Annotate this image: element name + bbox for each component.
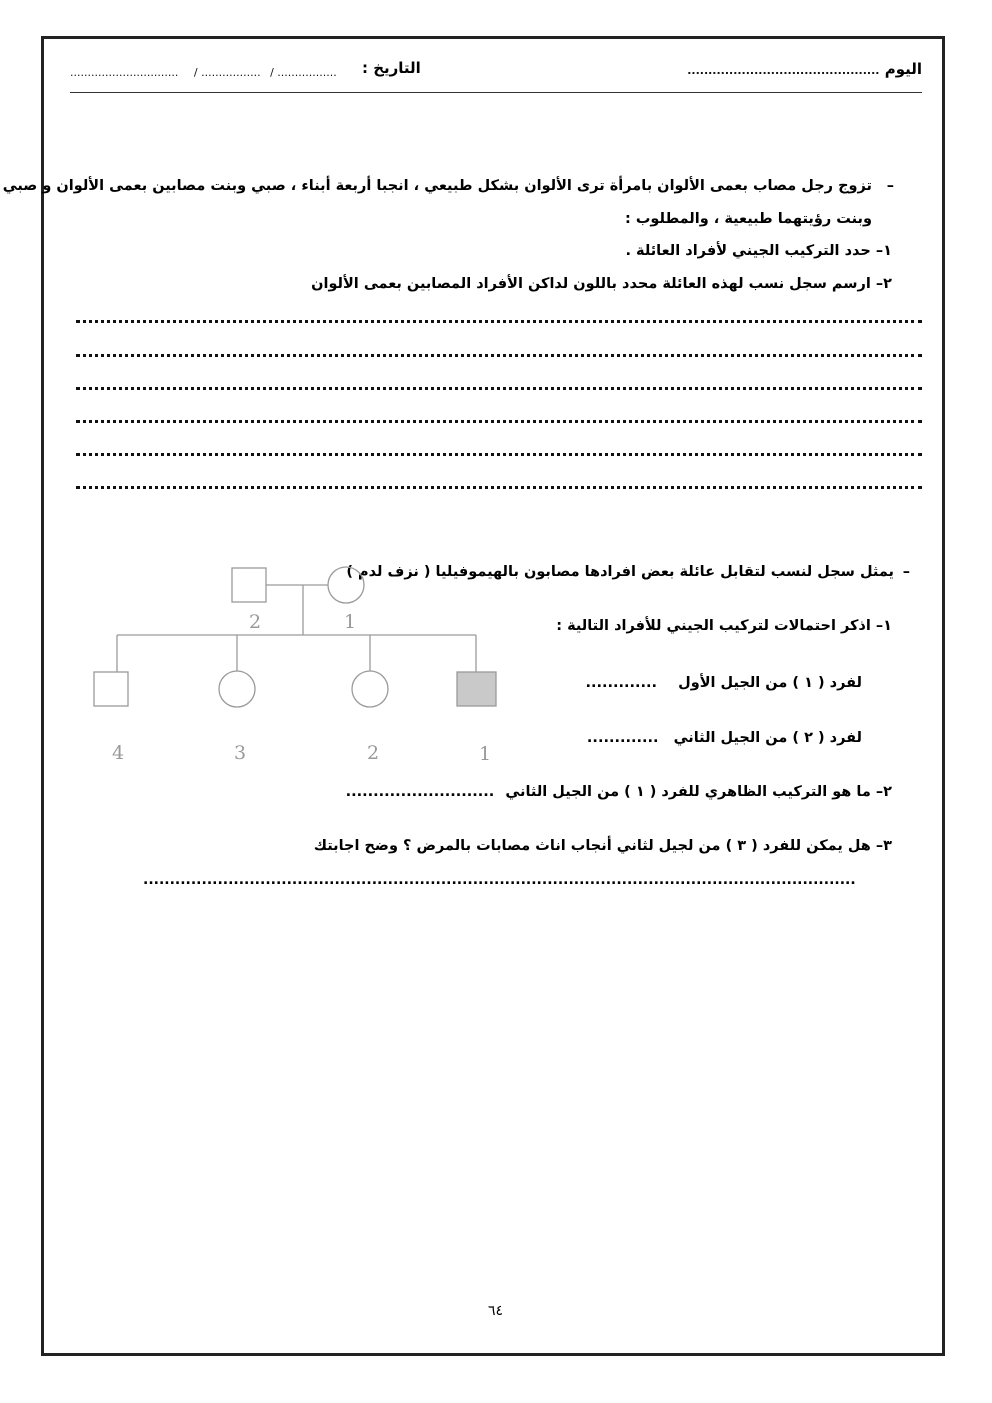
q2-sub1-dots[interactable]: ............. [585, 675, 658, 691]
q2-intro: يمثل سجل لنسب لتقابل عائلة بعض افرادها مصابون بالهيموفيليا ( نزف لدم ) [346, 564, 894, 580]
q1-intro-line2: وبنت رؤيتهما طبيعية ، والمطلوب : [625, 211, 872, 227]
gen1-female-symbol [328, 567, 364, 603]
answer-line[interactable] [76, 354, 922, 357]
q2-item2 [346, 784, 892, 800]
q2-sub2 [587, 730, 862, 746]
date-sep-1: / [270, 66, 274, 79]
date-dots-1: ................. [277, 66, 337, 79]
date-label: التاريخ : [362, 59, 421, 77]
gen1-label-2: 2 [248, 611, 262, 633]
page-number: ٦٤ [488, 1303, 504, 1319]
gen2-label-1: 1 [478, 743, 492, 765]
q2-item2-label: ٢– ما هو التركيب الظاهري للفرد ( ١ ) من الجيل الثاني [505, 784, 892, 800]
q2-item1: ١– اذكر احتمالات لتركيب الجيني للأفراد التالية : [556, 618, 892, 634]
q1-item1: ١– حدد التركيب الجيني لأفراد العائلة . [625, 243, 892, 259]
gen2-female-2-symbol [352, 671, 388, 707]
date-dots-2: ................. [201, 66, 261, 79]
answer-line[interactable] [76, 320, 922, 323]
q2-sub1 [585, 675, 862, 691]
date-dots [70, 66, 337, 79]
q2-dash: – [902, 564, 910, 580]
gen2-female-3-symbol [219, 671, 255, 707]
day-field [687, 60, 922, 78]
day-dots: .............................................. [687, 64, 880, 77]
q2-item2-dots[interactable]: ........................... [345, 784, 495, 800]
date-sep-2: / [193, 66, 198, 79]
pedigree-chart [80, 550, 520, 780]
answer-line[interactable] [76, 453, 922, 456]
gen2-male-4-symbol [94, 672, 128, 706]
q2-sub2-dots[interactable]: ............. [586, 730, 659, 746]
q2-answer-dots[interactable]: ...................................................................................................................................... [143, 872, 856, 888]
gen2-male-1-affected-symbol [457, 672, 496, 706]
header-rule [70, 92, 922, 93]
q1-item2: ٢– ارسم سجل نسب لهذه العائلة محدد باللون لداكن الأفراد المصابين بعمى الألوان [311, 276, 892, 292]
date-dots-3: ............................... [70, 66, 179, 79]
q1-intro-line1: تزوج رجل مصاب بعمى الألوان بامرأة ترى الألوان بشكل طبيعي ، انجبا أربعة أبناء ، صبي وبنت مصابين بعمى الألوان و صبي [2, 178, 872, 194]
gen2-label-4: 4 [111, 742, 125, 764]
day-label: اليوم [884, 60, 922, 78]
answer-line[interactable] [76, 486, 922, 489]
gen1-label-1: 1 [343, 611, 357, 633]
gen2-label-2: 2 [366, 742, 380, 764]
q2-sub1-label: لفرد ( ١ ) من الجيل الأول [678, 675, 862, 691]
q1-dash: – [886, 178, 894, 194]
q2-item3: ٣– هل يمكن للفرد ( ٣ ) من لجيل لثاني أنجاب اناث مصابات بالمرض ؟ وضح اجابتك [313, 838, 892, 854]
answer-line[interactable] [76, 387, 922, 390]
q2-sub2-label: لفرد ( ٢ ) من الجيل الثاني [673, 730, 862, 746]
answer-line[interactable] [76, 420, 922, 423]
gen1-male-symbol [232, 568, 266, 602]
gen2-label-3: 3 [233, 742, 247, 764]
